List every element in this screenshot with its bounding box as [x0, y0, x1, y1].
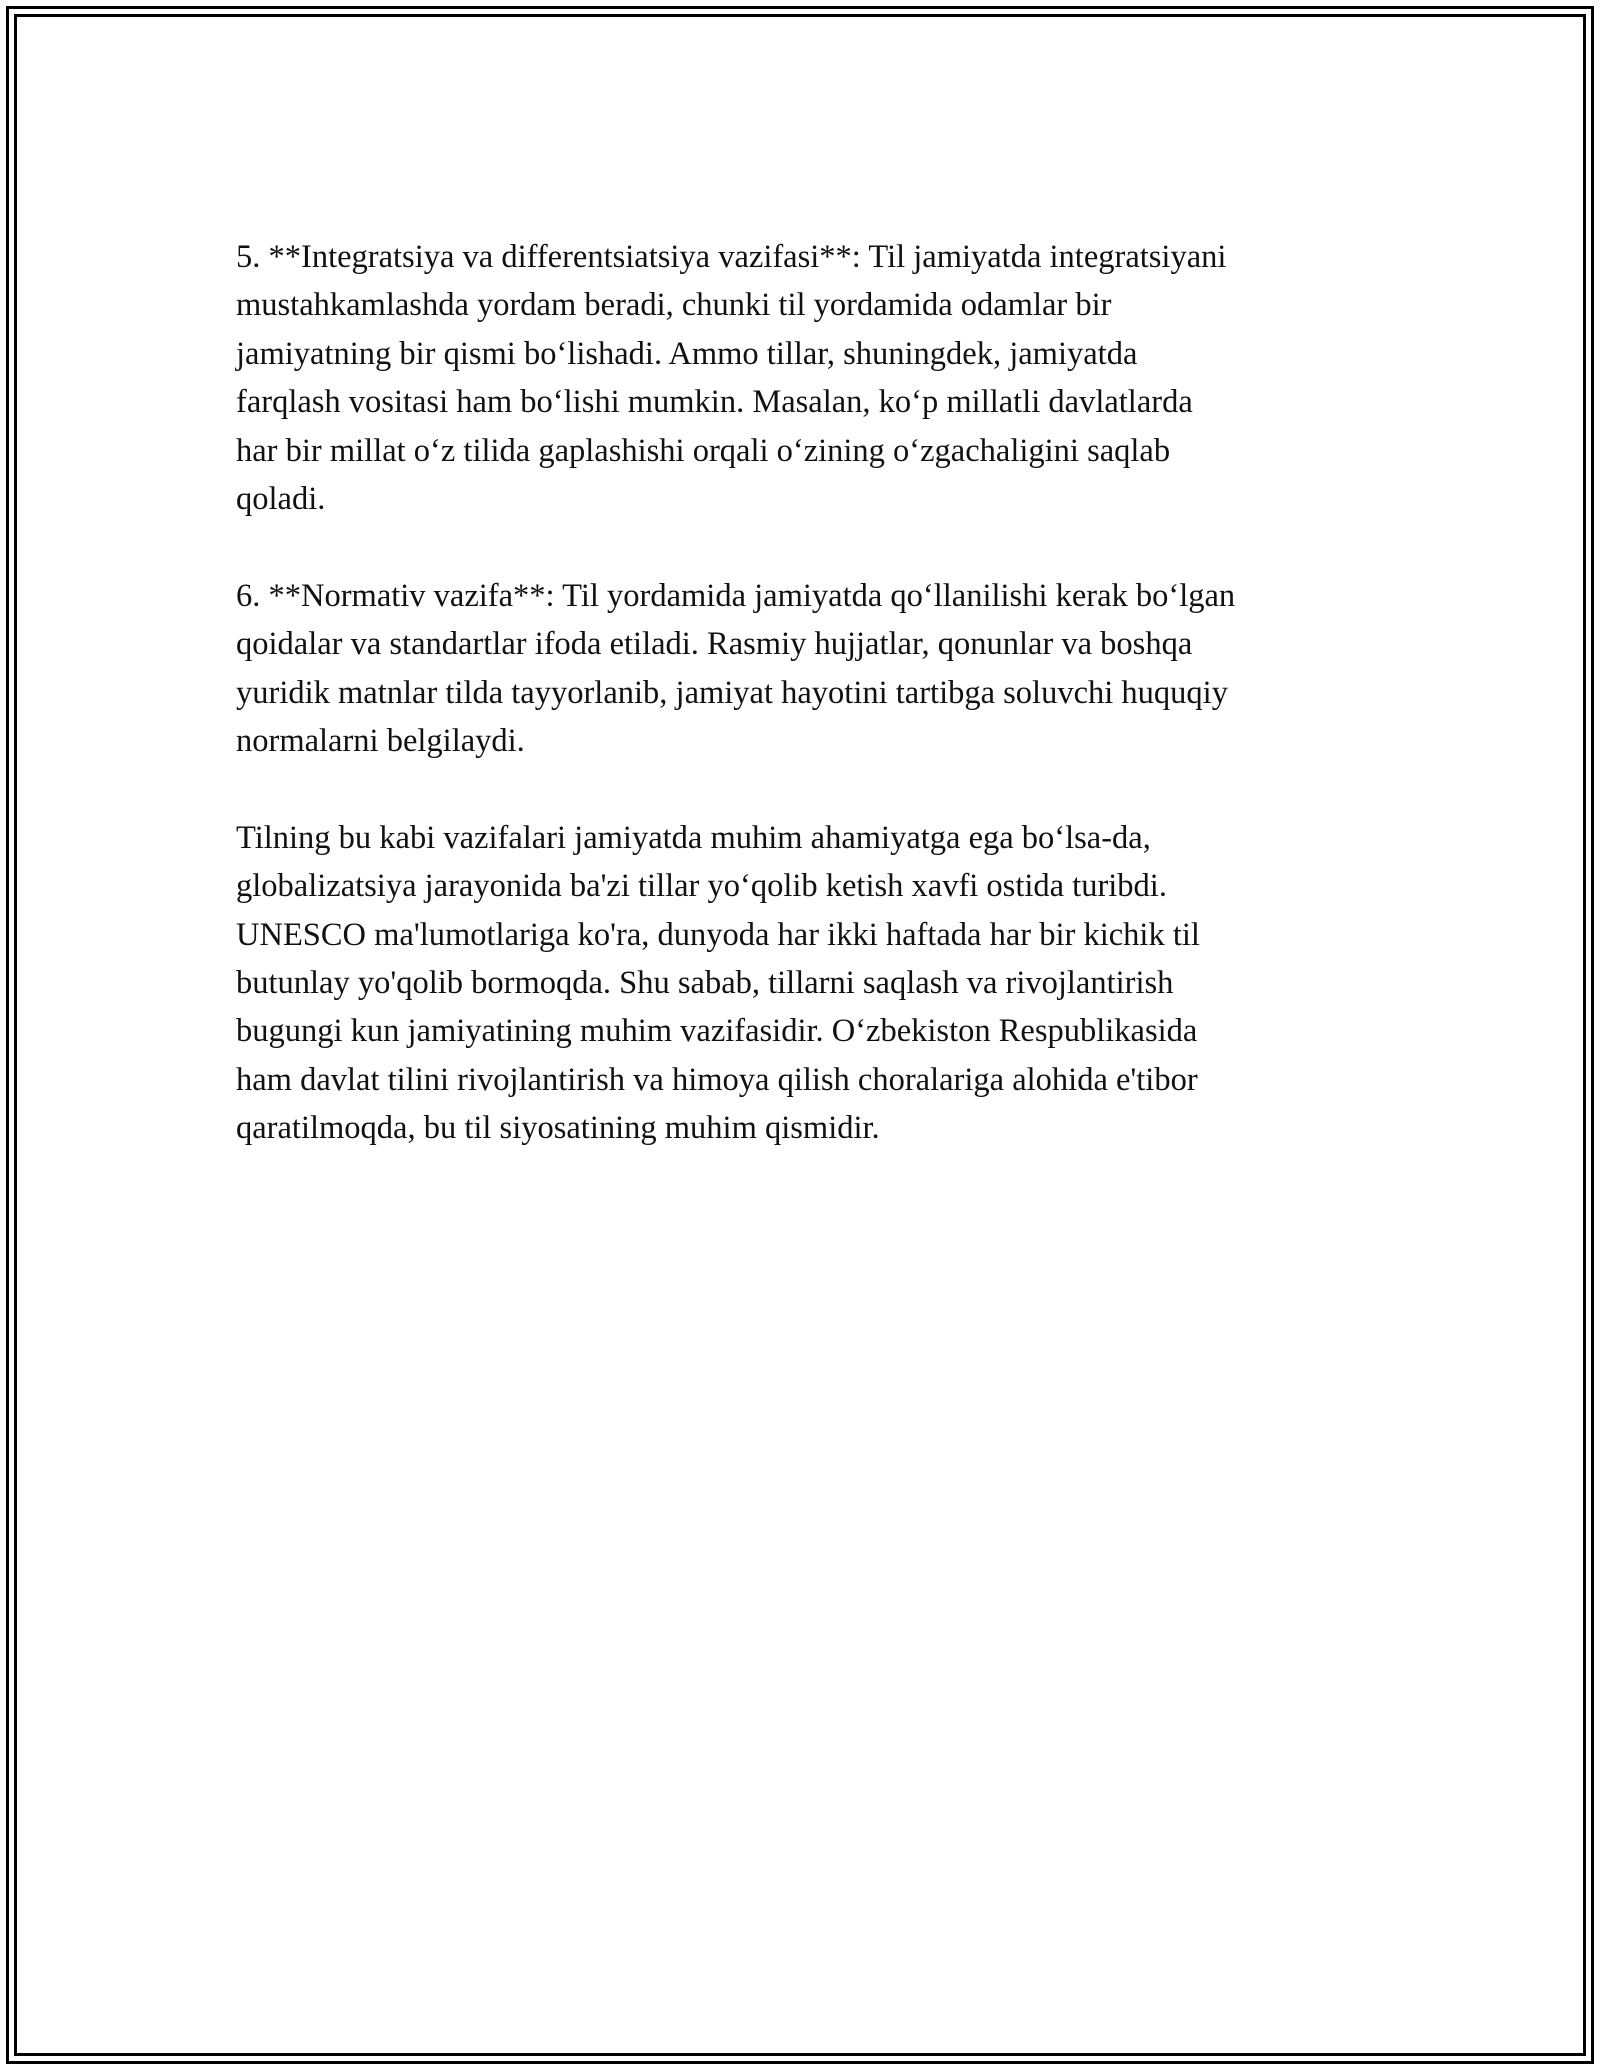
- text-line: qaratilmoqda, bu til siyosatining muhim qismidir.: [236, 1110, 880, 1147]
- text-line: qoladi.: [236, 481, 326, 518]
- text-line: 6. **Normativ vazifa**: Til yordamida jamiyatda qo‘llanilishi kerak bo‘lgan: [236, 577, 1236, 614]
- paragraph-integration-function: [236, 233, 1386, 523]
- text-line: UNESCO ma'lumotlariga ko'ra, dunyoda har ikki haftada har bir kichik til: [236, 916, 1200, 953]
- text-line: 5. **Integratsiya va differentsiatsiya vazifasi**: Til jamiyatda integratsiyani: [236, 239, 1227, 275]
- text-line: bugungi kun jamiyatining muhim vazifasidir. O‘zbekiston Respublikasida: [236, 1013, 1198, 1050]
- text-line: ham davlat tilini rivojlantirish va himoya qilish choralariga alohida e'tibor: [236, 1061, 1198, 1098]
- text-line: mustahkamlashda yordam beradi, chunki til yordamida odamlar bir: [236, 287, 1112, 324]
- text-line: globalizatsiya jarayonida ba'zi tillar yo‘qolib ketish xavfi ostida turibdi.: [236, 868, 1167, 905]
- text-line: farqlash vositasi ham bo‘lishi mumkin. Masalan, ko‘p millatli davlatlarda: [236, 384, 1193, 421]
- text-line: yuridik matnlar tilda tayyorlanib, jamiyat hayotini tartibga soluvchi huquqiy: [236, 674, 1228, 711]
- text-line: normalarni belgilaydi.: [236, 723, 525, 760]
- paragraph-conclusion: [236, 814, 1386, 1153]
- text-line: jamiyatning bir qismi bo‘lishadi. Ammo tillar, shuningdek, jamiyatda: [236, 335, 1138, 372]
- text-line: qoidalar va standartlar ifoda etiladi. Rasmiy hujjatlar, qonunlar va boshqa: [236, 626, 1193, 663]
- document-body: [236, 233, 1386, 1201]
- text-line: Tilning bu kabi vazifalari jamiyatda muhim ahamiyatga ega bo‘lsa-da,: [236, 819, 1151, 856]
- text-line: har bir millat o‘z tilida gaplashishi orqali o‘zining o‘zgachaligini saqlab: [236, 432, 1171, 469]
- text-line: butunlay yo'qolib bormoqda. Shu sabab, tillarni saqlash va rivojlantirish: [236, 965, 1174, 1002]
- paragraph-normative-function: [236, 572, 1386, 766]
